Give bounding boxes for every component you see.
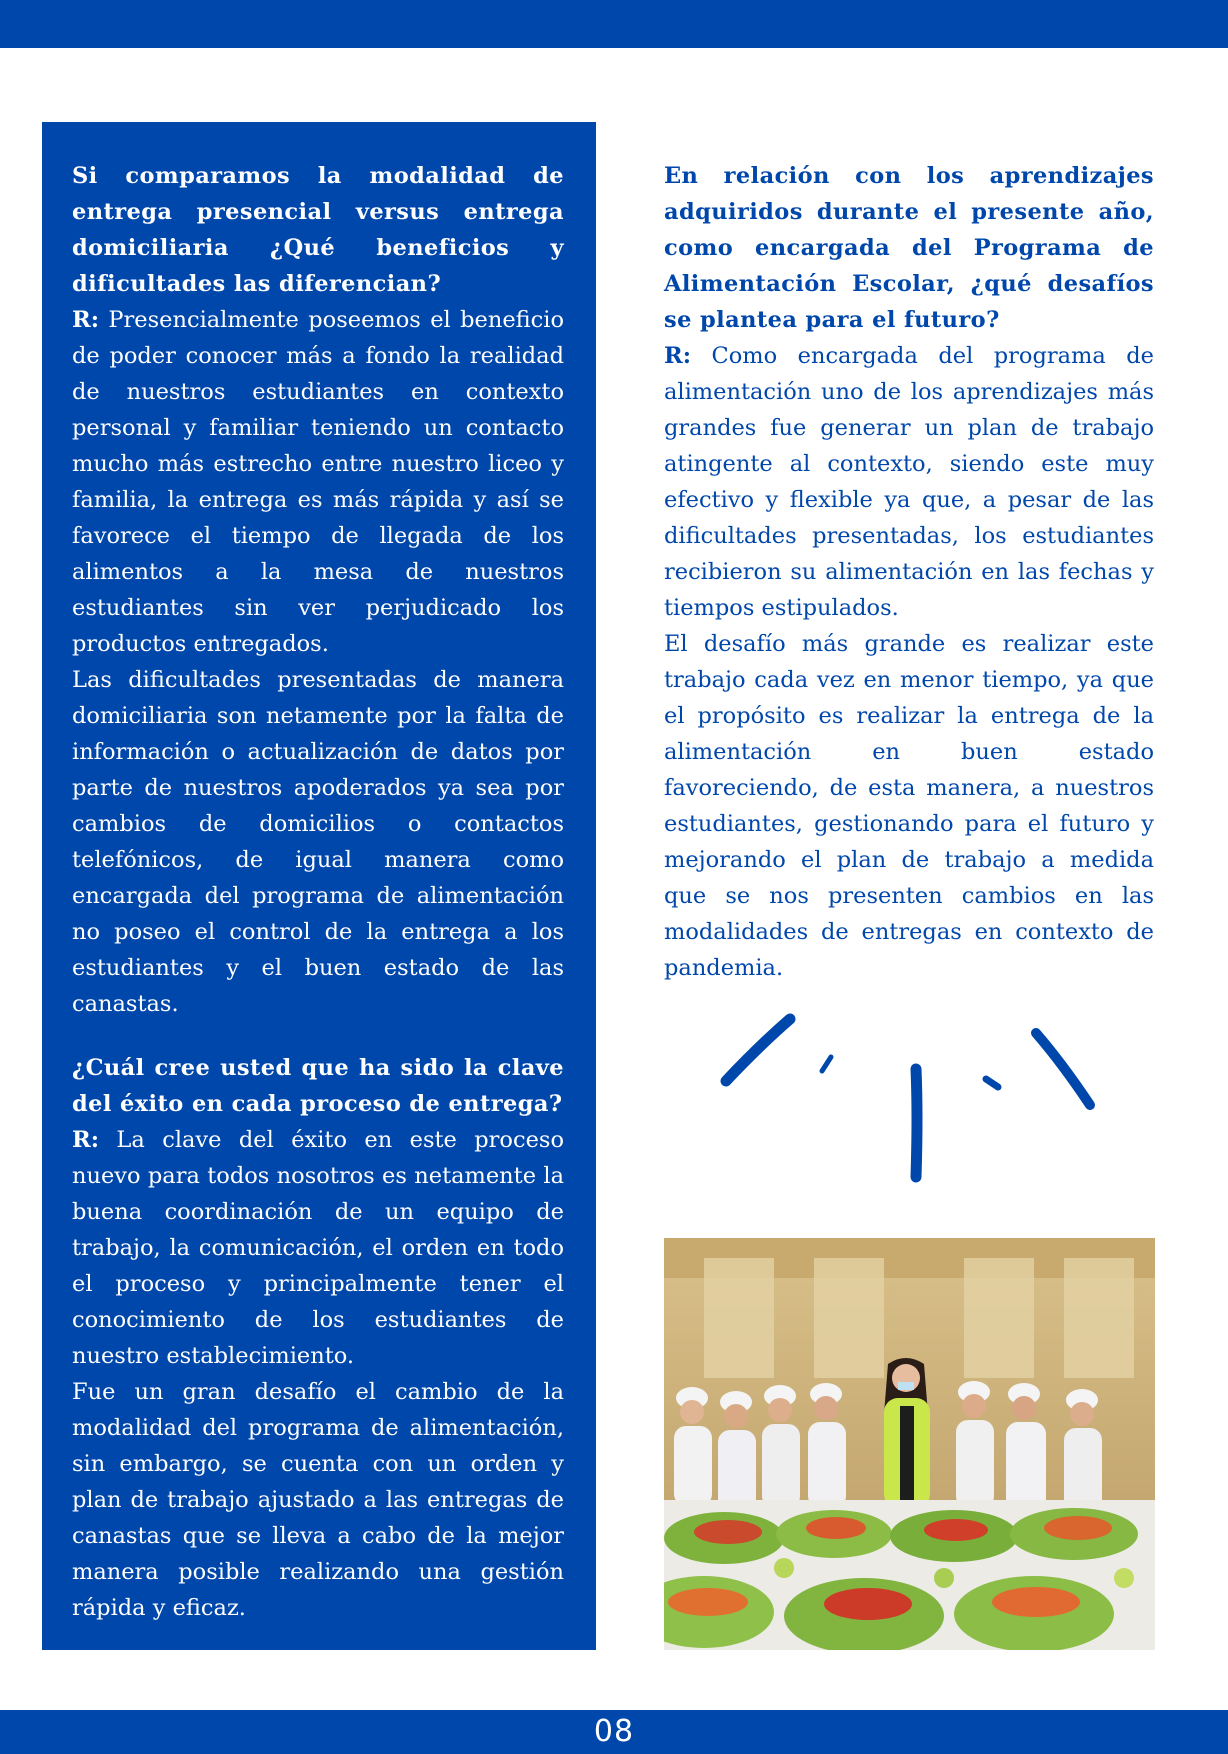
brush-stroke-1 xyxy=(726,1019,790,1081)
brush-stroke-5 xyxy=(1036,1033,1090,1105)
question-2: ¿Cuál cree usted que ha sido la clave del éxito en cada proceso de entrega? xyxy=(72,1055,564,1117)
answer-2-paragraph-1 xyxy=(72,1122,564,1374)
photo-illustration xyxy=(664,1238,1155,1650)
answer-2-text: La clave del éxito en este proceso nuevo para todos nosotros es netamente la buena coordinación de un equipo de trabajo, la comunicación, el orden en todo el proceso y principalmente tener el conocimiento de los estudiantes de nuestro establecimiento. xyxy=(72,1127,564,1369)
answer-3-paragraph-2: El desafío más grande es realizar este trabajo cada vez en menor tiempo, ya que el propósito es realizar la entrega de la alimentación en buen estado favoreciendo, de esta manera, a nuestros estudiantes, gestionando para el futuro y mejorando el plan de trabajo a medida que se nos presenten cambios en las modalidades de entregas en contexto de pandemia. xyxy=(664,631,1154,981)
bottom-banner xyxy=(0,1710,1228,1754)
right-text-column xyxy=(664,158,1154,986)
left-text-panel xyxy=(42,122,596,1650)
answer-2-label: R: xyxy=(72,1127,100,1153)
answer-1-label: R: xyxy=(72,307,100,333)
brush-stroke-4 xyxy=(986,1079,998,1087)
answer-3-text: Como encargada del programa de alimentación uno de los aprendizajes más grandes fue generar un plan de trabajo atingente al contexto, siendo este muy efectivo y flexible ya que, a pesar de las dificultades presentadas, los estudiantes recibieron su alimentación en las fechas y tiempos estipulados. xyxy=(664,343,1154,621)
decorative-brush-strokes xyxy=(700,1005,1120,1195)
answer-1-text: Presencialmente poseemos el beneficio de poder conocer más a fondo la realidad de nuestros estudiantes en contexto personal y familiar teniendo un contacto mucho más estrecho entre nuestro liceo y familia, la entrega es más rápida y así se favorece el tiempo de llegada de los alimentos a la mesa de nuestros estudiantes sin ver perjudicado los productos entregados. xyxy=(72,307,564,657)
answer-3-paragraph-1 xyxy=(664,338,1154,626)
answer-1-paragraph-2: Las dificultades presentadas de manera domiciliaria son netamente por la falta de información o actualización de datos por parte de nuestros apoderados ya sea por cambios de domicilios o contactos telefónicos, de igual manera como encargada del programa de alimentación no poseo el control de la entrega a los estudiantes y el buen estado de las canastas. xyxy=(72,667,564,1017)
answer-2-paragraph-2: Fue un gran desafío el cambio de la modalidad del programa de alimentación, sin embargo, se cuenta con un orden y plan de trabajo ajustado a las entregas de canastas que se lleva a cabo de la mejor manera posible realizando una gestión rápida y eficaz. xyxy=(72,1379,564,1621)
brush-stroke-2 xyxy=(822,1057,831,1071)
answer-1-paragraph-1 xyxy=(72,302,564,662)
question-3: En relación con los aprendizajes adquiridos durante el presente año, como encargada del Programa de Alimentación Escolar, ¿qué desafíos se plantea para el futuro? xyxy=(664,163,1154,333)
spacer xyxy=(72,1022,564,1050)
staff-photo xyxy=(664,1238,1155,1650)
question-1: Si comparamos la modalidad de entrega presencial versus entrega domiciliaria ¿Qué beneficios y dificultades las diferencian? xyxy=(72,163,564,297)
answer-3-label: R: xyxy=(664,343,692,369)
page-number: 08 xyxy=(593,1714,635,1749)
brush-stroke-3 xyxy=(916,1069,917,1177)
top-banner xyxy=(0,0,1228,48)
